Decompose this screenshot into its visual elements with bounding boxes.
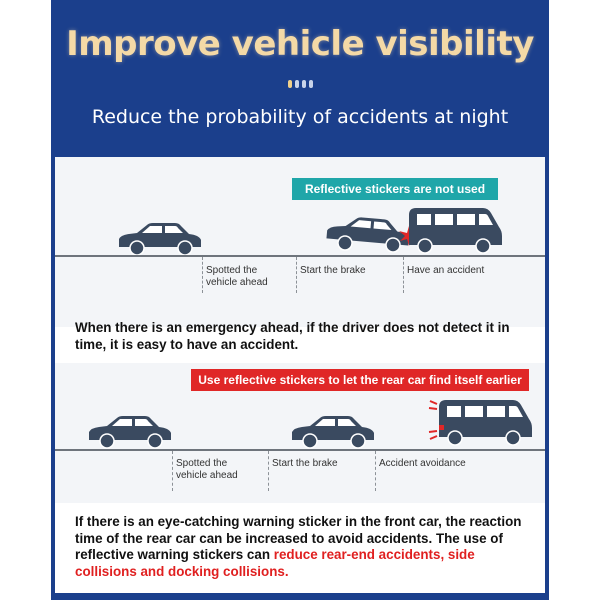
road-line [55,255,545,257]
stage-label-brake: Start the brake [300,265,366,276]
stage-label-avoidance: Accident avoidance [379,458,466,469]
stage-marker [375,451,376,491]
stage-marker [172,451,173,491]
stage-marker [403,257,404,293]
divider-dots [288,80,313,88]
stage-marker [268,451,269,491]
stage-marker [202,257,203,293]
page-title: Improve vehicle visibility [66,24,534,64]
scenario-description: When there is an emergency ahead, if the driver does not detect it in time, it is easy to have an accident. [75,320,510,352]
minivan-icon [435,397,535,447]
hatchback-car-icon [85,414,175,450]
stage-marker [296,257,297,293]
tag-with-stickers: Use reflective stickers to let the rear car find itself earlier [191,369,529,391]
stage-label-spotted: Spotted the vehicle ahead [176,458,238,481]
road-line [55,449,545,451]
stage-label-brake: Start the brake [272,458,338,469]
highlight-text: reduce rear-end accidents, side collisions and docking collisions. [75,547,475,579]
stage-label-accident: Have an accident [407,265,485,276]
tag-without-stickers: Reflective stickers are not used [292,178,498,200]
minivan-icon [405,205,505,255]
hatchback-car-icon [115,221,205,257]
scenario-description: If there is an eye-catching warning sticker in the front car, the reaction time of the rear car can be increased to avoid accidents. The use of reflective warning stickers can reduce rear-end accidents, side collisions and docking collisions. [75,514,522,579]
stage-label-spotted: Spotted the vehicle ahead [206,265,268,288]
hatchback-car-icon [288,414,378,450]
content-panel [55,157,545,593]
page-subtitle: Reduce the probability of accidents at night [91,106,509,128]
